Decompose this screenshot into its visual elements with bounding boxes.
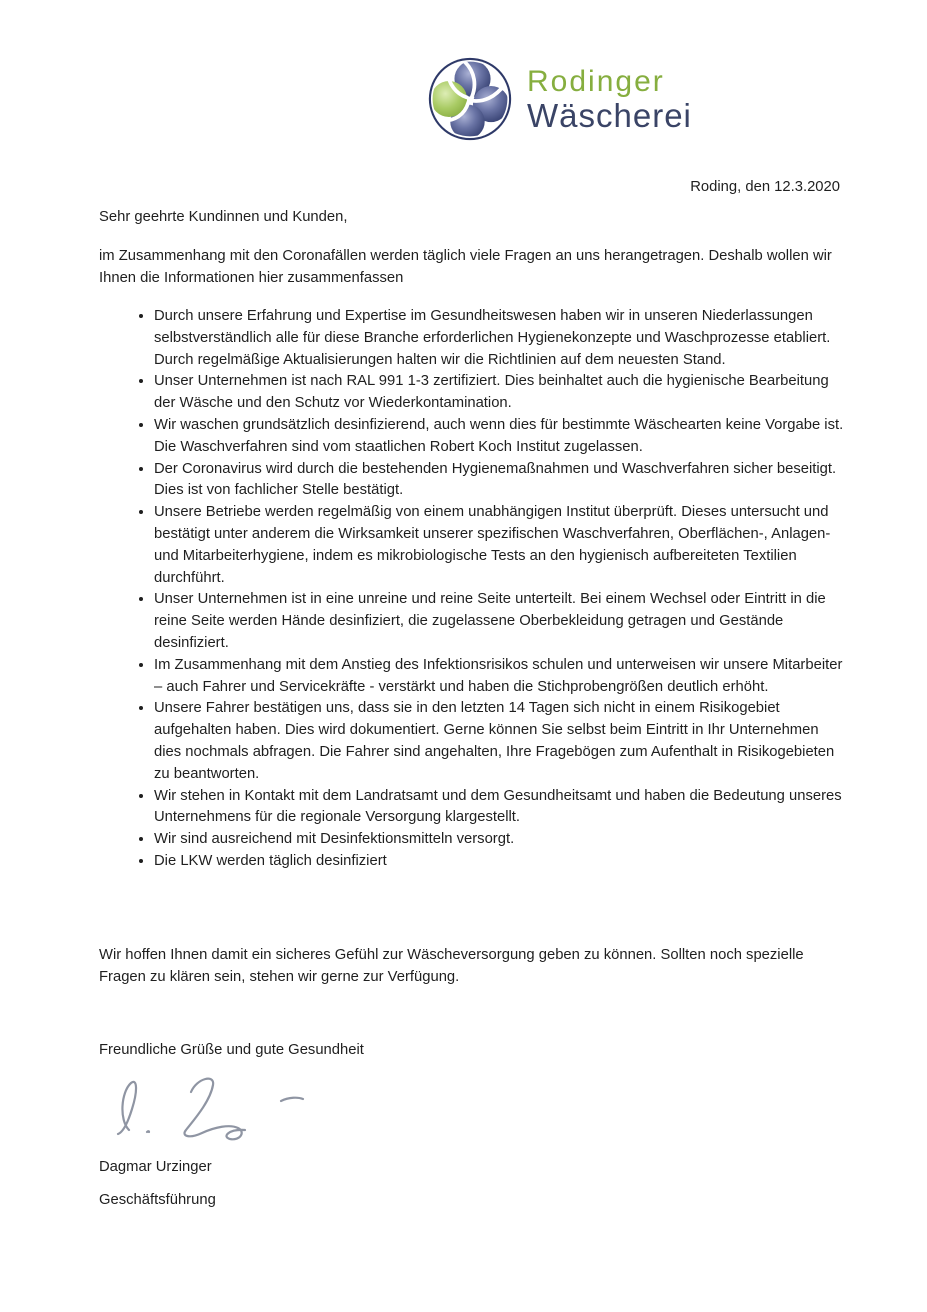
bullet-item: • Wir sind ausreichend mit Desinfektionsmitteln versorgt. (154, 829, 849, 851)
intro-paragraph: im Zusammenhang mit den Coronafällen werden täglich viele Fragen an uns herangetragen. Deshalb wollen wir Ihnen die Informationen hier zusammenfassen (99, 248, 832, 286)
bullet-item: • Die LKW werden täglich desinfiziert (154, 851, 849, 873)
date-line: Roding, den 12.3.2020 (690, 179, 840, 195)
company-logo (428, 57, 692, 141)
bullet-item: • Wir stehen in Kontakt mit dem Landratsamt und dem Gesundheitsamt und haben die Bedeutung unseres Unternehmens für die regionale Versorgung klargestellt. (154, 786, 849, 830)
valediction: Freundliche Grüße und gute Gesundheit (99, 1042, 364, 1058)
bullet-item: • Im Zusammenhang mit dem Anstieg des Infektionsrisikos schulen und unterweisen wir unsere Mitarbeiter – auch Fahrer und Servicekräfte - verstärkt und haben die Stichprobengrößen deutlich erhöht. (154, 655, 849, 699)
signatory-name: Dagmar Urzinger (99, 1159, 212, 1175)
bullet-item: • Durch unsere Erfahrung und Expertise im Gesundheitswesen haben wir in unseren Niederlassungen selbstverständlich alle für diese Branche erforderlichen Hygienekonzepte und Waschprozesse etabliert. Durch regelmäßige Aktualisierungen halten wir die Richtlinien auf dem neuesten Stand. (154, 306, 849, 371)
laundry-swirl-logo-icon (428, 57, 512, 141)
brand-name-line1: Rodinger (527, 64, 665, 98)
bullet-item: • Der Coronavirus wird durch die bestehenden Hygienemaßnahmen und Waschverfahren sicher beseitigt. Dies ist von fachlicher Stelle bestätigt. (154, 459, 849, 503)
salutation: Sehr geehrte Kundinnen und Kunden, (99, 209, 348, 225)
bullet-item: • Unser Unternehmen ist nach RAL 991 1-3 zertifiziert. Dies beinhaltet auch die hygienische Bearbeitung der Wäsche und den Schutz vor Wiederkontamination. (154, 371, 849, 415)
closing-paragraph: Wir hoffen Ihnen damit ein sicheres Gefühl zur Wäscheversorgung geben zu können. Sollten noch spezielle Fragen zu klären sein, stehen wir gerne zur Verfügung. (99, 947, 804, 985)
brand-name (527, 65, 692, 134)
bullet-item: • Unsere Betriebe werden regelmäßig von einem unabhängigen Institut überprüft. Dieses untersucht und bestätigt unter anderem die Wirksamkeit unserer spezifischen Waschverfahren, Oberflächen-, Anlagen- und Mitarbeiterhygiene, indem es mikrobiologische Tests an den hygienisch aufbereiteten Textilien durchführt. (154, 502, 849, 589)
handwritten-signature-image (103, 1072, 333, 1150)
signatory-title: Geschäftsführung (99, 1192, 216, 1208)
info-bullet-list (99, 306, 849, 873)
bullet-item: • Unser Unternehmen ist in eine unreine und reine Seite unterteilt. Bei einem Wechsel oder Eintritt in die reine Seite werden Hände desinfiziert, die zugelassene Oberbekleidung getragen und Gestände desinfiziert. (154, 589, 849, 654)
bullet-item: • Unsere Fahrer bestätigen uns, dass sie in den letzten 14 Tagen sich nicht in einem Risikogebiet aufgehalten haben. Dies wird dokumentiert. Gerne können Sie selbst beim Eintritt in Ihr Unternehmen dies nochmals abfragen. Die Fahrer sind angehalten, Ihre Fragebögen zum Aufenthalt in Risikogebieten zu beantworten. (154, 698, 849, 785)
brand-name-line2: Wäscherei (527, 96, 692, 134)
bullet-item: • Wir waschen grundsätzlich desinfizierend, auch wenn dies für bestimmte Wäschearten keine Vorgabe ist. Die Waschverfahren sind vom staatlichen Robert Koch Institut zugelassen. (154, 415, 849, 459)
